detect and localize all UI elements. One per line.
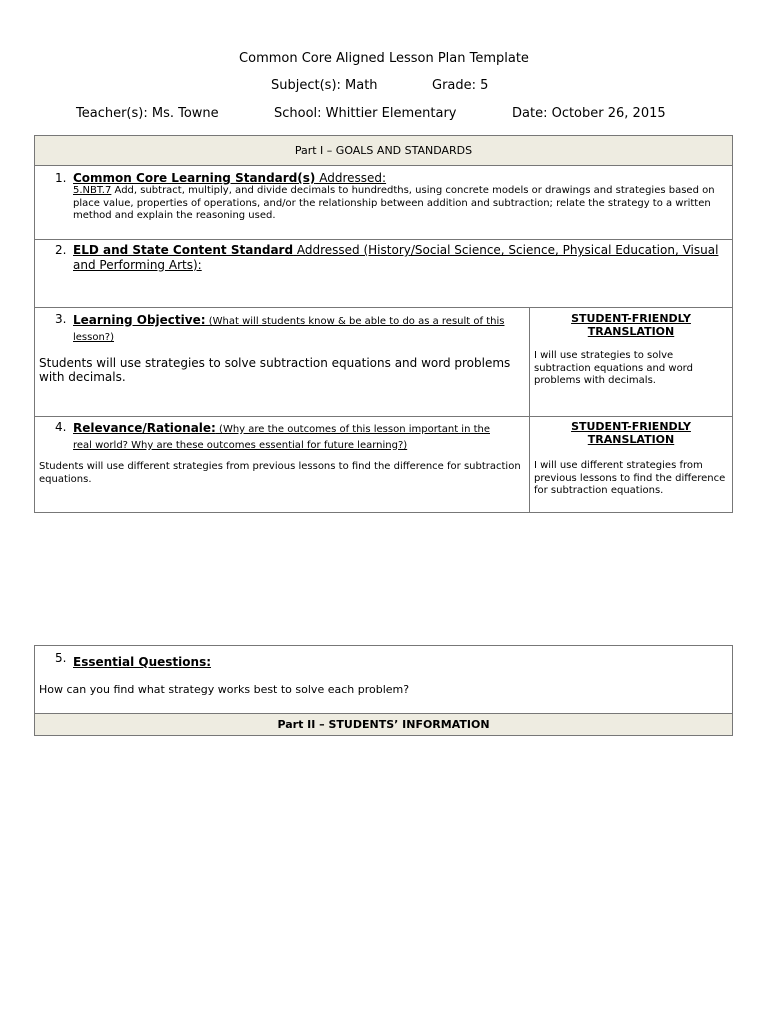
relevance-title-suffix: (Why are the outcomes of this lesson important in the real world? Why are these outcomes essential for future learning?): [73, 424, 490, 451]
standard-1-title-suffix: Addressed:: [315, 171, 387, 185]
standard-1-title: Common Core Learning Standard(s): [73, 171, 316, 185]
relevance-translation-heading: STUDENT-FRIENDLY TRANSLATION: [571, 420, 691, 446]
objective-number: 3.: [55, 312, 67, 326]
standard-1-code: 5.NBT.7: [73, 185, 112, 196]
essential-questions-title: Essential Questions:: [73, 655, 212, 669]
essential-questions-number: 5.: [55, 651, 67, 665]
objective-translation-body: I will use strategies to solve subtraction equations and word problems with decimals.: [534, 350, 693, 386]
part1-heading: Part I – GOALS AND STANDARDS: [35, 136, 733, 166]
standard-2-title-suffix: Addressed (History/Social Science, Science, Physical Education, Visual and Performing Arts):: [73, 243, 719, 272]
relevance-number: 4.: [55, 420, 67, 434]
school-label: School: Whittier Elementary: [274, 106, 457, 121]
learning-objective-cell: [35, 308, 530, 417]
standard-2-number: 2.: [55, 243, 67, 257]
relevance-translation-cell: [530, 417, 733, 513]
objective-title-suffix: (What will students know & be able to do as a result of this lesson?): [73, 316, 505, 343]
document-title: Common Core Aligned Lesson Plan Template: [239, 51, 529, 66]
grade-label: Grade: 5: [432, 78, 489, 93]
essential-questions-table: [34, 645, 733, 736]
relevance-cell: [35, 417, 530, 513]
essential-questions-body: How can you find what strategy works best to solve each problem?: [39, 683, 410, 696]
essential-questions-cell: [35, 646, 733, 714]
relevance-translation-body: I will use different strategies from previous lessons to find the difference for subtraction equations.: [534, 460, 726, 496]
part1-table: [34, 135, 733, 513]
standard-2-cell: [35, 240, 733, 308]
date-label: Date: October 26, 2015: [512, 106, 666, 121]
objective-body: Students will use strategies to solve subtraction equations and word problems with decimals.: [39, 356, 511, 384]
relevance-title: Relevance/Rationale:: [73, 421, 216, 435]
subject-label: Subject(s): Math: [271, 78, 378, 93]
objective-translation-cell: [530, 308, 733, 417]
standard-1-number: 1.: [55, 171, 67, 185]
standard-2-title: ELD and State Content Standard: [73, 243, 294, 257]
standard-1-text: Add, subtract, multiply, and divide decimals to hundredths, using concrete models or drawings and strategies based on place value, properties of operations, and/or the relationship between addition and subtraction; relate the strategy to a written method and explain the reasoning used.: [73, 185, 715, 221]
standard-1-cell: [35, 166, 733, 240]
objective-title: Learning Objective:: [73, 313, 206, 327]
relevance-body: Students will use different strategies from previous lessons to find the difference for subtraction equations.: [39, 461, 521, 485]
objective-translation-heading: STUDENT-FRIENDLY TRANSLATION: [571, 312, 691, 338]
teacher-label: Teacher(s): Ms. Towne: [76, 106, 219, 121]
part2-heading: Part II – STUDENTS’ INFORMATION: [35, 714, 733, 736]
